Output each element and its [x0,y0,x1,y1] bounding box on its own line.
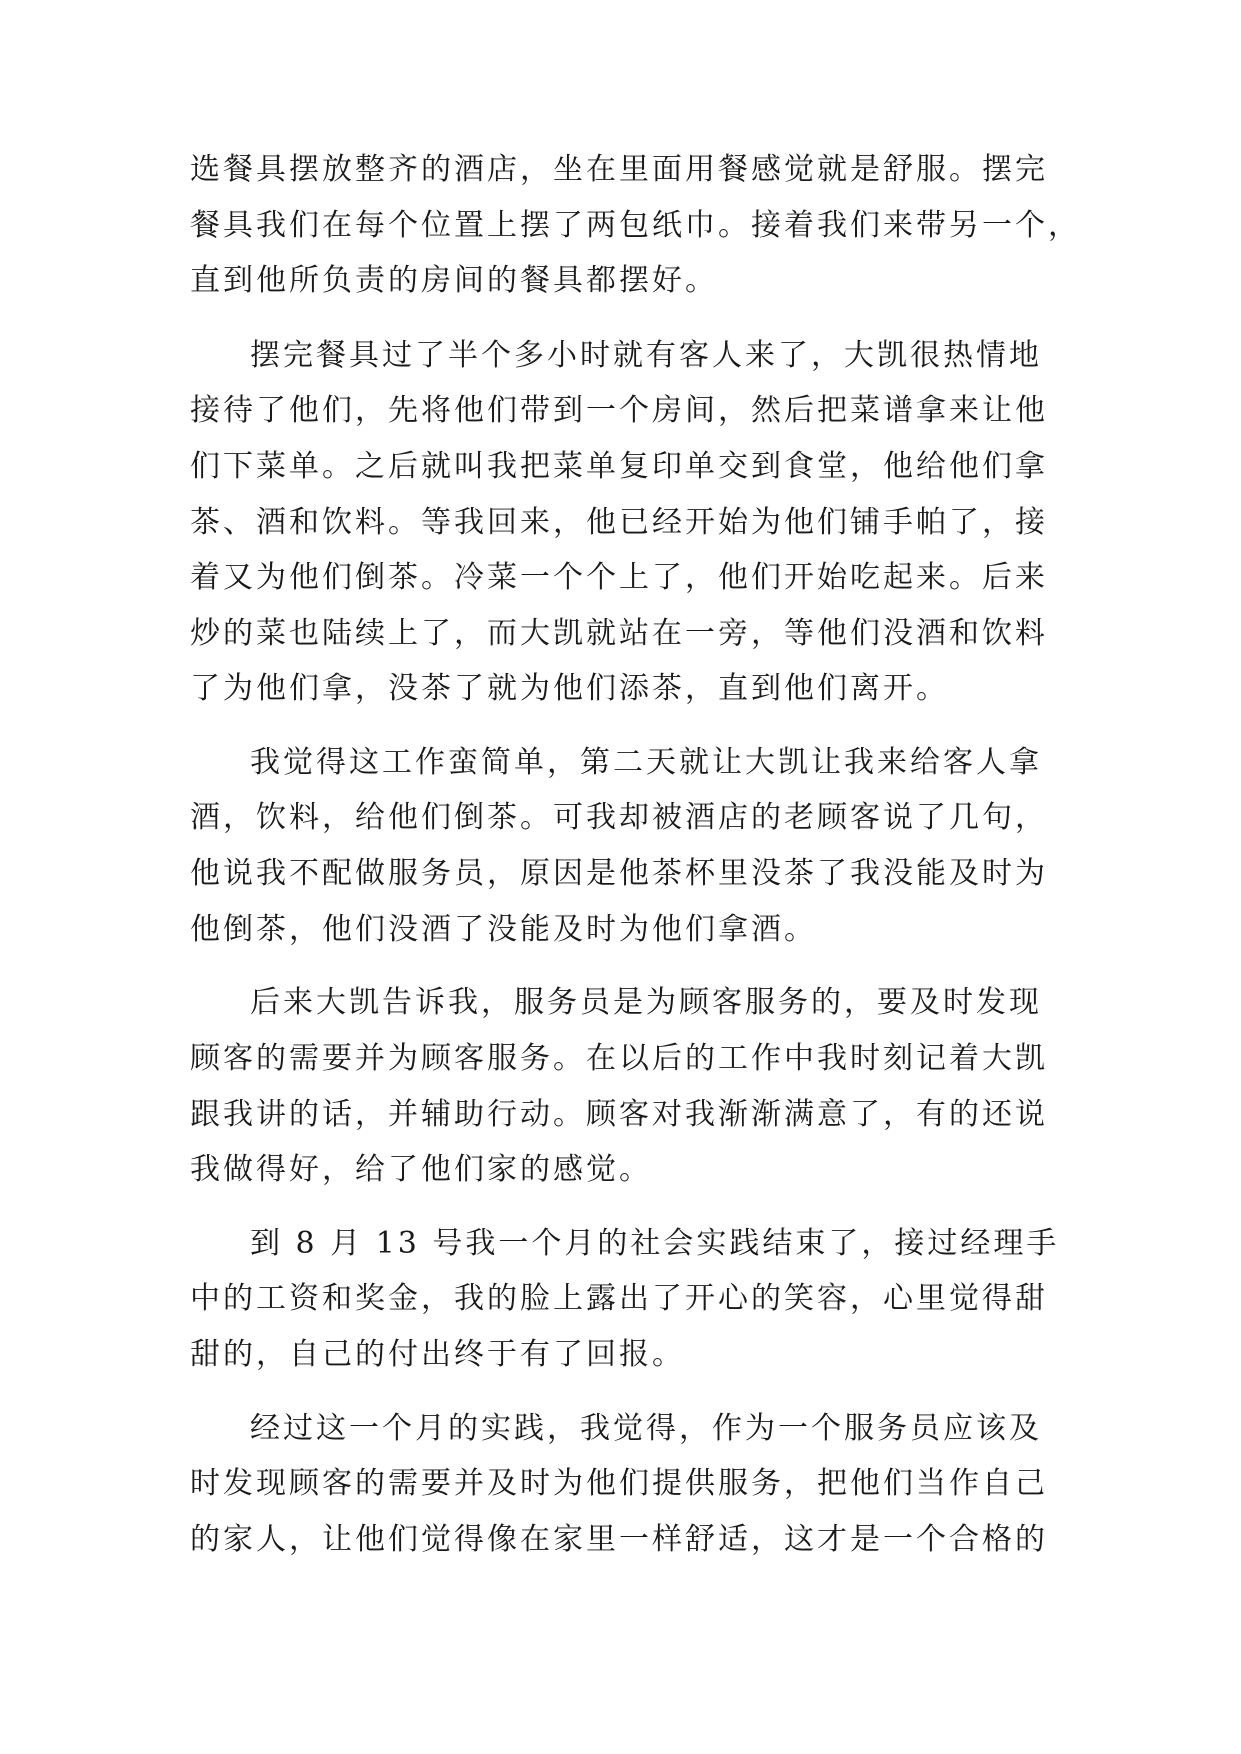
paragraph-first-line: 后来大凯告诉我，服务员是为顾客服务的，要及时发现 [250,985,1042,1020]
text-line: 他说我不配做服务员，原因是他茶杯里没茶了我没能及时为 [190,856,1048,891]
paragraph-first-line: 摆完餐具过了半个多小时就有客人来了，大凯很热情地 [250,338,1042,373]
text-line: 餐具我们在每个位置上摆了两包纸巾。接着我们来带另一个， [190,208,1081,243]
paragraph-first-line: 经过这一个月的实践，我觉得，作为一个服务员应该及 [250,1411,1042,1446]
text-line: 我做得好，给了他们家的感觉。 [190,1152,652,1187]
text-line: 接待了他们，先将他们带到一个房间，然后把菜谱拿来让他 [190,393,1048,428]
text-line: 直到他所负责的房间的餐具都摆好。 [190,263,718,298]
text-line: 中的工资和奖金，我的脸上露出了开心的笑容，心里觉得甜 [190,1281,1048,1316]
paragraph-first-line: 我觉得这工作蛮简单，第二天就让大凯让我来给客人拿 [250,745,1042,780]
text-line: 们下菜单。之后就叫我把菜单复印单交到食堂，他给他们拿 [190,449,1048,484]
text-line: 了为他们拿，没茶了就为他们添茶，直到他们离开。 [190,671,949,706]
text-line: 他倒茶，他们没酒了没能及时为他们拿酒。 [190,912,817,947]
text-line: 选餐具摆放整齐的酒店，坐在里面用餐感觉就是舒服。摆完 [190,152,1048,187]
text-line: 时发现顾客的需要并及时为他们提供服务，把他们当作自己 [190,1466,1048,1501]
text-line: 甜的，自己的付出终于有了回报。 [190,1337,685,1372]
text-line: 跟我讲的话，并辅助行动。顾客对我渐渐满意了，有的还说 [190,1097,1048,1132]
text-line: 的家人，让他们觉得像在家里一样舒适，这才是一个合格的 [190,1522,1048,1557]
text-line: 炒的菜也陆续上了，而大凯就站在一旁，等他们没酒和饮料 [190,616,1048,651]
text-line: 酒，饮料，给他们倒茶。可我却被酒店的老顾客说了几句， [190,800,1048,835]
paragraph-first-line: 到 8 月 13 号我一个月的社会实践结束了，接过经理手 [250,1226,1060,1261]
text-line: 顾客的需要并为顾客服务。在以后的工作中我时刻记着大凯 [190,1041,1048,1076]
text-line: 茶、酒和饮料。等我回来，他已经开始为他们铺手帕了，接 [190,505,1048,540]
text-line: 着又为他们倒茶。冷菜一个个上了，他们开始吃起来。后来 [190,560,1048,595]
